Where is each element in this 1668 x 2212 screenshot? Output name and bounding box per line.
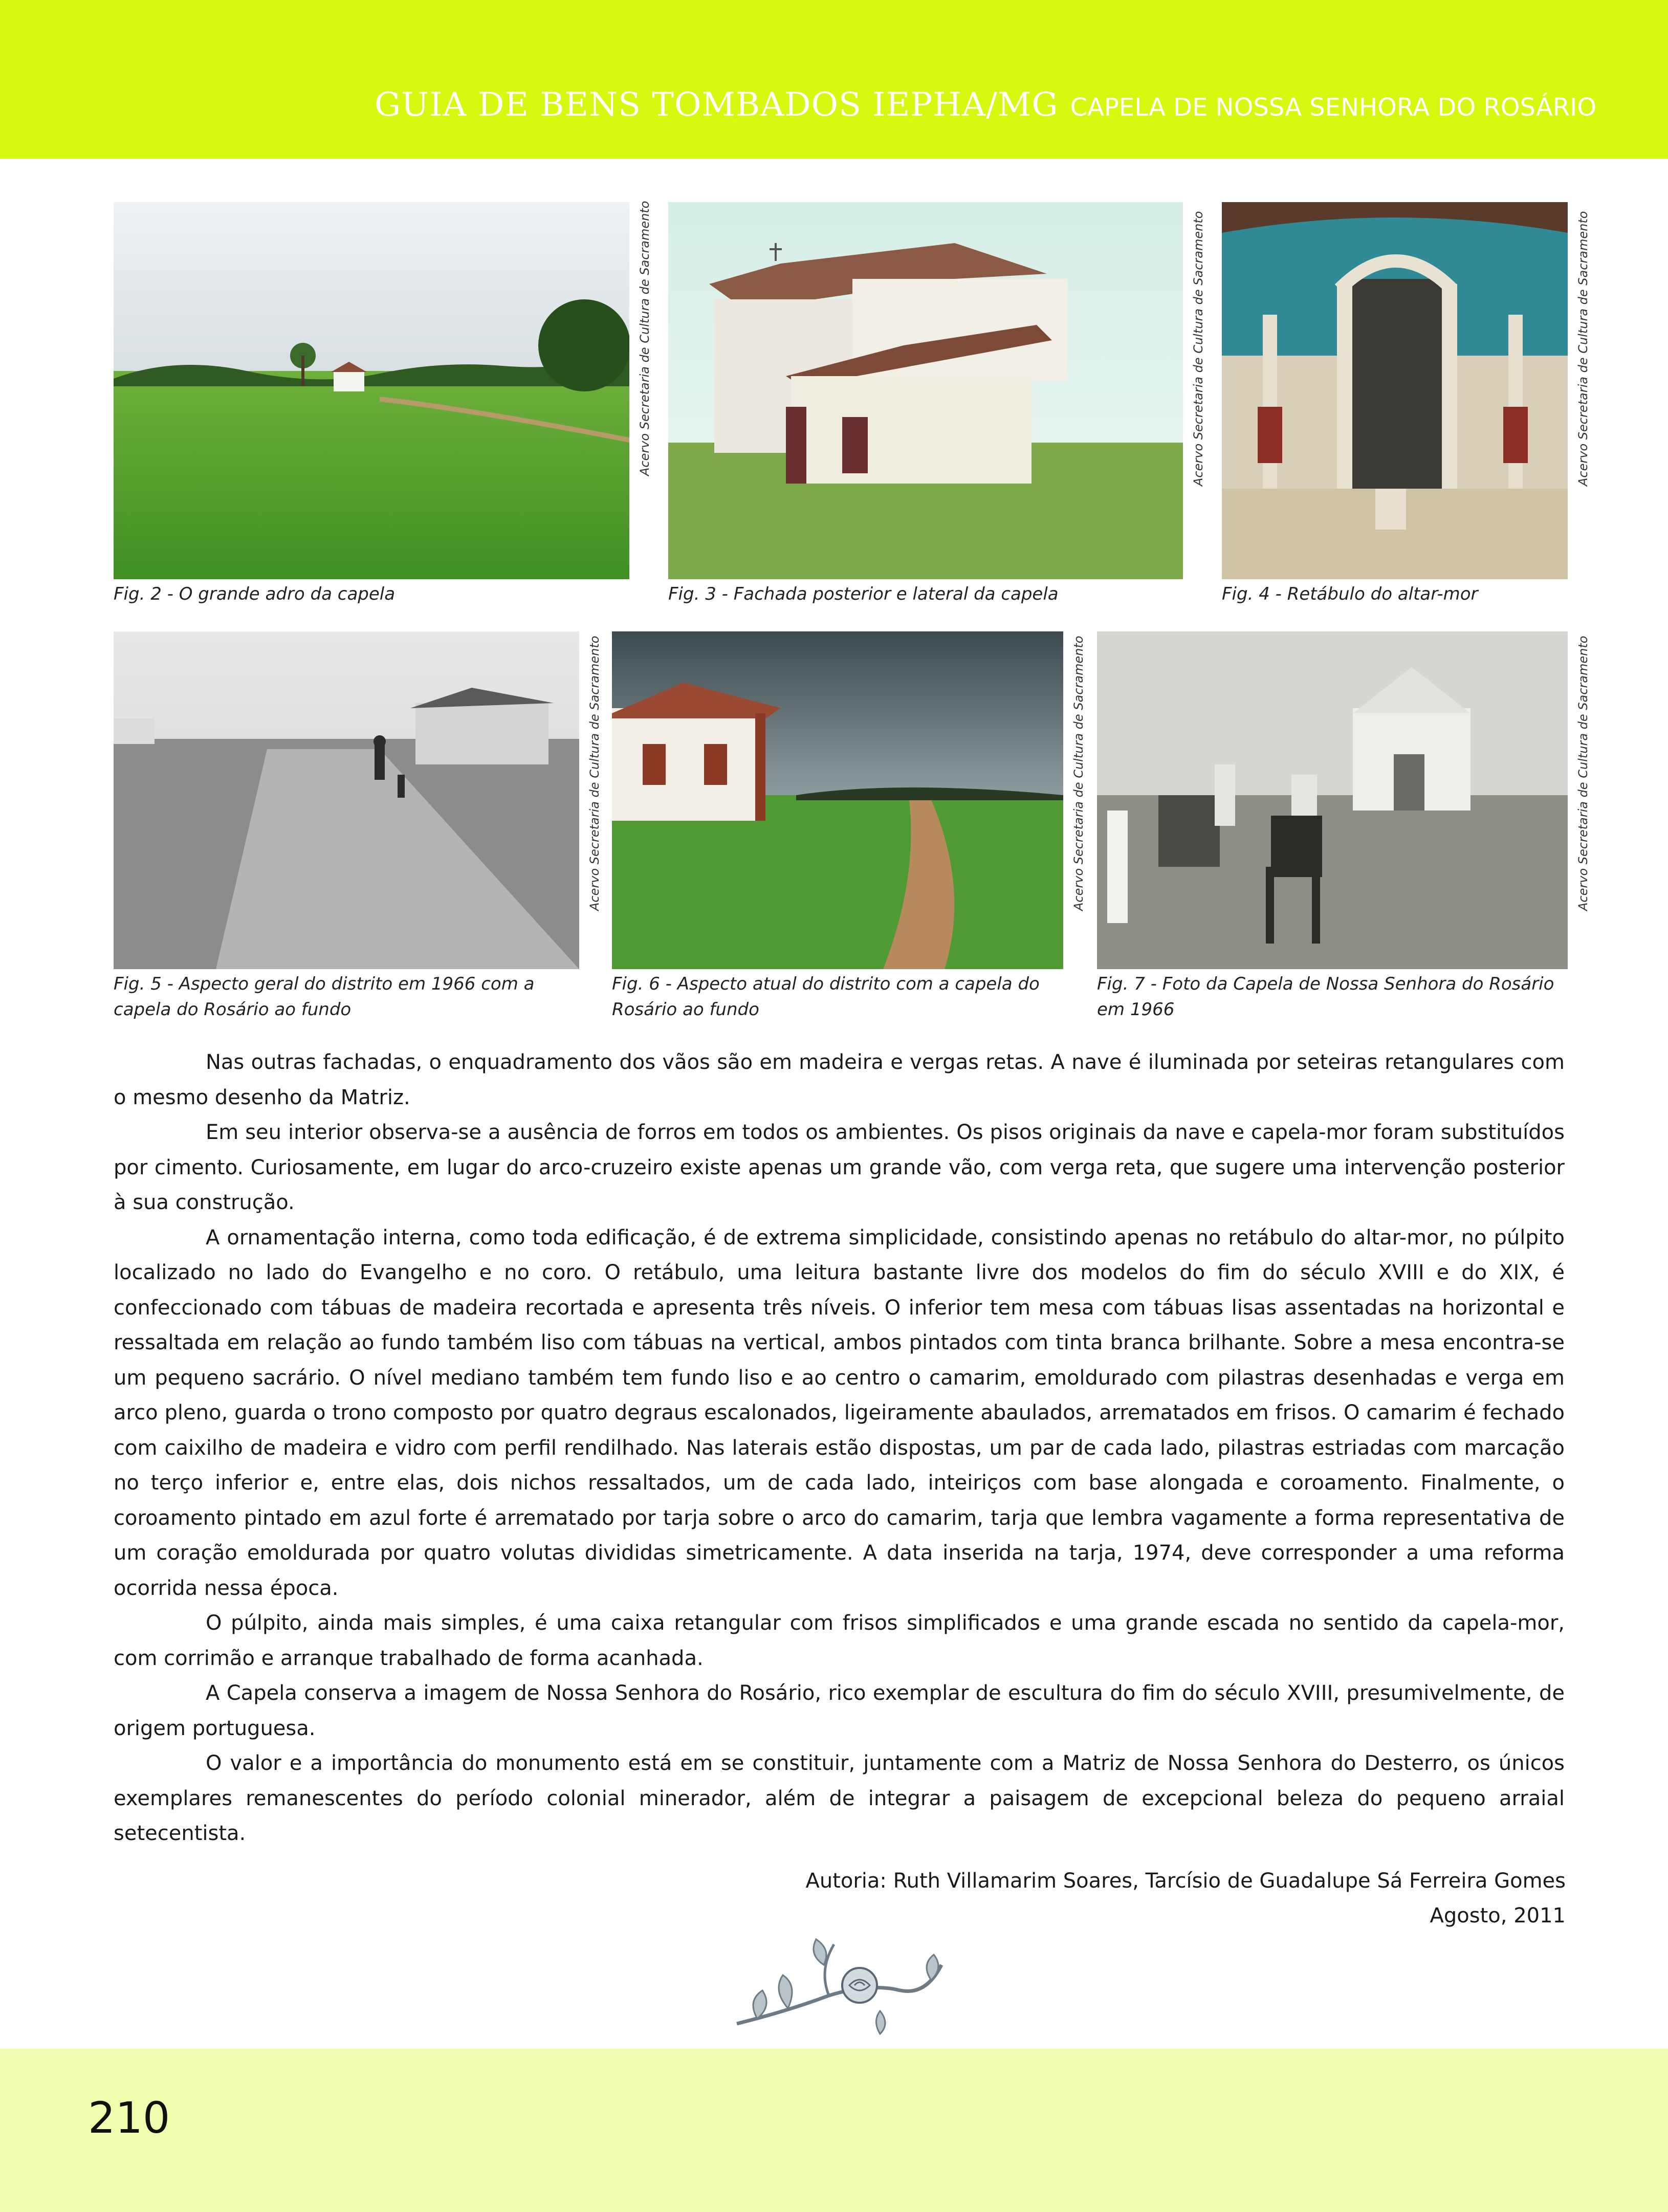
paragraph: A ornamentação interna, como toda edificação, é de extrema simplicidade, consistindo apenas no retábulo do altar-mor, no púlpito localizado no lado do Evangelho e no coro. O retábulo, uma leitura bastante livre dos modelos do fim do século XVIII e do XIX, é confeccionado com tábuas de madeira recortada e apresenta três níveis. O inferior tem mesa com tábuas lisas assentadas na horizontal e ressaltada em relação ao fundo também liso com tábuas na vertical, ambos pintados com tinta branca brilhante. Sobre a mesa encontra-se um pequeno sacrário. O nível mediano também tem fundo liso e ao centro o camarim, emoldurado com pilastras desenhadas e verga em arco pleno, guarda o trono composto por quatro degraus escalonados, ligeiramente abaulados, arrematados em frisos. O camarim é fechado com caixilho de madeira e vidro com perfil rendilhado. Nas laterais estão dispostas, um par de cada lado, pilastras estriadas com marcação no terço inferior e, entre elas, dois nichos ressaltados, um de cada lado, inteiriços com base alongada e coroamento. Finalmente, o coroamento pintado em azul forte é arrematado por tarja sobre o arco do camarim, tarja que lembra vagamente a forma representativa de um coração emoldurada por quatro volutas divididas simetricamente. A data inserida na tarja, 1974, deve corresponder a uma reforma ocorrida nessa época. — [114, 1225, 1565, 1600]
guide-title: GUIA DE BENS TOMBADOS IEPHA/MG — [375, 86, 1059, 124]
figure-6-photo — [612, 631, 1063, 969]
figure-4-caption: Fig. 4 - Retábulo do altar-mor — [1222, 584, 1478, 604]
figure-2-photo — [114, 202, 629, 579]
figure-7-photo — [1097, 631, 1568, 969]
figure-5-photo — [114, 631, 579, 969]
paragraph: O valor e a importância do monumento está em se constituir, juntamente com a Matriz de Nossa Senhora do Desterro, os únicos exemplares remanescentes do período colonial minerador, além de integrar a paisagem de excepcional beleza do pequeno arraial setecentista. — [114, 1751, 1565, 1845]
header-band — [0, 0, 1668, 159]
footer-band — [0, 2049, 1668, 2212]
paragraph: O púlpito, ainda mais simples, é uma caixa retangular com frisos simplificados e uma grande escada no sentido da capela-mor, com corrimão e arranque trabalhado de forma acanhada. — [114, 1611, 1565, 1670]
figure-5-caption: Fig. 5 - Aspecto geral do distrito em 1966 com a capela do Rosário ao fundo — [114, 974, 535, 1020]
figure-3-photo — [668, 202, 1183, 579]
running-header — [375, 86, 1596, 124]
article-body — [114, 1045, 1565, 1851]
paragraph: Em seu interior observa-se a ausência de forros em todos os ambientes. Os pisos originais da nave e capela-mor foram substituídos por cimento. Curiosamente, em lugar do arco-cruzeiro existe apenas um grande vão, com verga reta, que sugere uma intervenção posterior à sua construção. — [114, 1121, 1565, 1214]
figure-7-caption: Fig. 7 - Foto da Capela de Nossa Senhora do Rosário em 1966 — [1097, 974, 1554, 1020]
rose-ornament-icon — [727, 1934, 962, 2036]
figure-6-caption: Fig. 6 - Aspecto atual do distrito com a capela do Rosário ao fundo — [612, 974, 1040, 1020]
authorship-block — [805, 1864, 1566, 1933]
page-number: 210 — [88, 2093, 170, 2143]
chapter-title: CAPELA DE NOSSA SENHORA DO ROSÁRIO — [1070, 93, 1596, 122]
author-line: Autoria: Ruth Villamarim Soares, Tarcísio de Guadalupe Sá Ferreira Gomes — [805, 1869, 1566, 1893]
figure-4-photo — [1222, 202, 1568, 579]
figure-2-caption: Fig. 2 - O grande adro da capela — [114, 584, 396, 604]
figure-3-caption: Fig. 3 - Fachada posterior e lateral da capela — [668, 584, 1059, 604]
date-line: Agosto, 2011 — [1430, 1904, 1566, 1928]
paragraph: A Capela conserva a imagem de Nossa Senhora do Rosário, rico exemplar de escultura do fim do século XVIII, presumivelmente, de origem portuguesa. — [114, 1681, 1565, 1740]
paragraph: Nas outras fachadas, o enquadramento dos vãos são em madeira e vergas retas. A nave é iluminada por seteiras retangulares com o mesmo desenho da Matriz. — [114, 1050, 1565, 1109]
